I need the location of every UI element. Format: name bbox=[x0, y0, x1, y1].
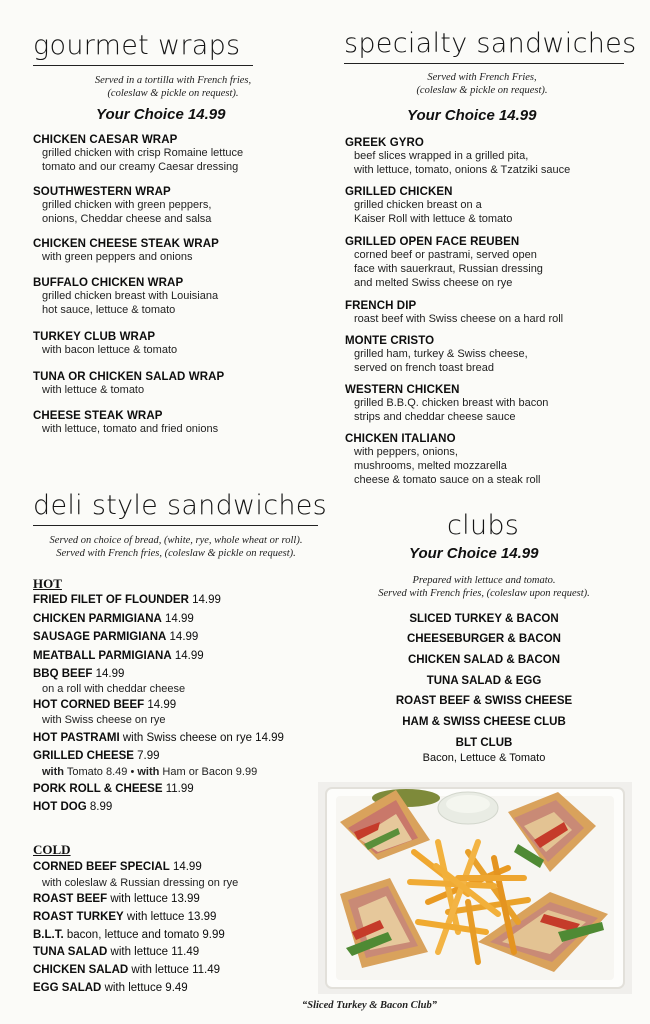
item-name: GRILLED CHICKEN bbox=[345, 186, 453, 198]
club-item-desc: Bacon, Lettuce & Tomato bbox=[422, 752, 546, 764]
wraps-title: gourmet wraps bbox=[33, 30, 241, 61]
deli-note: Served on choice of bread, (white, rye, whole wheat or roll). Served with French fries, (coleslaw & pickle on request). bbox=[49, 535, 303, 559]
item-desc: face with sauerkraut, Russian dressing bbox=[354, 263, 543, 275]
deli-cold-item: ROAST BEEF with lettuce 13.99 bbox=[33, 893, 200, 905]
deli-hot-item: PORK ROLL & CHEESE 11.99 bbox=[33, 783, 194, 795]
item-desc: and melted Swiss cheese on rye bbox=[354, 277, 513, 289]
specialty-item bbox=[345, 300, 563, 326]
item-desc: grilled B.B.Q. chicken breast with bacon bbox=[354, 397, 549, 409]
item-desc: served on french toast bread bbox=[354, 362, 495, 374]
item-desc: hot sauce, lettuce & tomato bbox=[42, 304, 176, 316]
wrap-item bbox=[33, 331, 177, 357]
item-name: CHICKEN CAESAR WRAP bbox=[33, 134, 178, 146]
deli-item-desc: on a roll with cheddar cheese bbox=[42, 683, 186, 695]
specialty-item bbox=[345, 384, 548, 424]
specialty-title-rule bbox=[344, 63, 624, 64]
club-sandwich-illustration bbox=[318, 782, 632, 994]
club-item: TUNA SALAD & EGG bbox=[426, 675, 542, 687]
club-sandwich-photo bbox=[318, 782, 632, 994]
wrap-item bbox=[33, 186, 211, 226]
deli-hot-item: MEATBALL PARMIGIANA 14.99 bbox=[33, 650, 204, 662]
item-desc: with lettuce, tomato, onions & Tzatziki sauce bbox=[354, 164, 571, 176]
cold-subheading: COLD bbox=[33, 842, 71, 857]
item-desc: with lettuce & tomato bbox=[42, 384, 145, 396]
deli-title-rule bbox=[33, 525, 318, 526]
item-desc: corned beef or pastrami, served open bbox=[354, 249, 537, 261]
item-desc: tomato and our creamy Caesar dressing bbox=[42, 161, 239, 173]
clubs-title: clubs bbox=[447, 510, 520, 541]
deli-hot-item: HOT DOG 8.99 bbox=[33, 801, 113, 813]
item-desc: with green peppers and onions bbox=[42, 251, 193, 263]
specialty-item bbox=[345, 186, 512, 226]
specialty-choice-price: Your Choice 14.99 bbox=[407, 107, 537, 124]
deli-item-desc: with Swiss cheese on rye bbox=[42, 714, 166, 726]
deli-cold-item: EGG SALAD with lettuce 9.49 bbox=[33, 982, 188, 994]
wrap-item bbox=[33, 134, 243, 174]
specialty-item bbox=[345, 335, 528, 375]
item-name: CHICKEN CHEESE STEAK WRAP bbox=[33, 238, 219, 250]
wrap-item bbox=[33, 371, 224, 397]
item-desc: grilled chicken with green peppers, bbox=[42, 199, 212, 211]
deli-cold-item: TUNA SALAD with lettuce 11.49 bbox=[33, 946, 200, 958]
deli-hot-item: SAUSAGE PARMIGIANA 14.99 bbox=[33, 631, 199, 643]
wraps-choice-price: Your Choice 14.99 bbox=[96, 106, 226, 123]
deli-cold-item: B.L.T. bacon, lettuce and tomato 9.99 bbox=[33, 929, 225, 941]
item-desc: beef slices wrapped in a grilled pita, bbox=[354, 150, 529, 162]
item-desc: strips and cheddar cheese sauce bbox=[354, 411, 516, 423]
item-name: TURKEY CLUB WRAP bbox=[33, 331, 156, 343]
item-name: CHEESE STEAK WRAP bbox=[33, 410, 163, 422]
deli-cold-item: CHICKEN SALAD with lettuce 11.49 bbox=[33, 964, 221, 976]
item-name: SOUTHWESTERN WRAP bbox=[33, 186, 171, 198]
item-desc: grilled chicken with crisp Romaine lettuce bbox=[42, 147, 244, 159]
deli-hot-item: HOT CORNED BEEF 14.99 bbox=[33, 699, 177, 711]
deli-hot-item: BBQ BEEF 14.99 bbox=[33, 668, 125, 680]
wrap-item bbox=[33, 410, 218, 436]
deli-hot-item: HOT PASTRAMI with Swiss cheese on rye 14.99 bbox=[33, 732, 284, 744]
photo-caption: “Sliced Turkey & Bacon Club” bbox=[302, 1000, 437, 1011]
specialty-item bbox=[345, 433, 541, 487]
item-name: MONTE CRISTO bbox=[345, 335, 435, 347]
deli-item-desc: with Tomato 8.49 • with Ham or Bacon 9.99 bbox=[42, 766, 258, 778]
deli-item-desc: with coleslaw & Russian dressing on rye bbox=[42, 877, 239, 889]
wraps-title-rule bbox=[33, 65, 253, 66]
clubs-choice-price: Your Choice 14.99 bbox=[409, 545, 539, 562]
club-item: HAM & SWISS CHEESE CLUB bbox=[402, 716, 566, 728]
specialty-note: Served with French Fries, (coleslaw & pickle on request). bbox=[416, 72, 548, 96]
item-desc: cheese & tomato sauce on a steak roll bbox=[354, 474, 541, 486]
item-name: GREEK GYRO bbox=[345, 137, 424, 149]
item-desc: grilled chicken breast with Louisiana bbox=[42, 290, 219, 302]
deli-cold-item: ROAST TURKEY with lettuce 13.99 bbox=[33, 911, 217, 923]
specialty-title: specialty sandwiches bbox=[344, 28, 637, 59]
wraps-note: Served in a tortilla with French fries, (coleslaw & pickle on request). bbox=[94, 75, 252, 99]
specialty-item bbox=[345, 137, 570, 177]
item-desc: grilled chicken breast on a bbox=[354, 199, 482, 211]
item-name: GRILLED OPEN FACE REUBEN bbox=[345, 236, 520, 248]
item-desc: with bacon lettuce & tomato bbox=[42, 344, 178, 356]
item-desc: roast beef with Swiss cheese on a hard roll bbox=[354, 313, 564, 325]
item-desc: grilled ham, turkey & Swiss cheese, bbox=[354, 348, 528, 360]
deli-hot-item: GRILLED CHEESE 7.99 bbox=[33, 750, 160, 762]
item-desc: with lettuce, tomato and fried onions bbox=[42, 423, 219, 435]
item-name: FRENCH DIP bbox=[345, 300, 417, 312]
wrap-item bbox=[33, 277, 218, 317]
item-name: WESTERN CHICKEN bbox=[345, 384, 460, 396]
item-desc: with peppers, onions, bbox=[354, 446, 458, 458]
deli-hot-item: CHICKEN PARMIGIANA 14.99 bbox=[33, 613, 194, 625]
club-item: CHICKEN SALAD & BACON bbox=[407, 654, 561, 666]
club-item: ROAST BEEF & SWISS CHEESE bbox=[395, 695, 573, 707]
club-item: SLICED TURKEY & BACON bbox=[409, 613, 559, 625]
clubs-title-rule bbox=[410, 542, 560, 543]
deli-hot-item: FRIED FILET OF FLOUNDER 14.99 bbox=[33, 594, 221, 606]
item-desc: onions, Cheddar cheese and salsa bbox=[42, 213, 212, 225]
item-name: BUFFALO CHICKEN WRAP bbox=[33, 277, 184, 289]
deli-cold-item: CORNED BEEF SPECIAL 14.99 bbox=[33, 861, 202, 873]
club-item: BLT CLUB bbox=[455, 737, 513, 749]
hot-subheading: HOT bbox=[33, 576, 62, 591]
item-name: TUNA OR CHICKEN SALAD WRAP bbox=[33, 371, 225, 383]
specialty-item bbox=[345, 236, 543, 290]
clubs-note: Prepared with lettuce and tomato. Served with French fries, (coleslaw upon request). bbox=[378, 575, 590, 599]
item-name: CHICKEN ITALIANO bbox=[345, 433, 456, 445]
deli-title: deli style sandwiches bbox=[33, 490, 328, 521]
club-item: CHEESEBURGER & BACON bbox=[407, 633, 561, 645]
item-desc: mushrooms, melted mozzarella bbox=[354, 460, 507, 472]
item-desc: Kaiser Roll with lettuce & tomato bbox=[354, 213, 513, 225]
wrap-item bbox=[33, 238, 219, 264]
